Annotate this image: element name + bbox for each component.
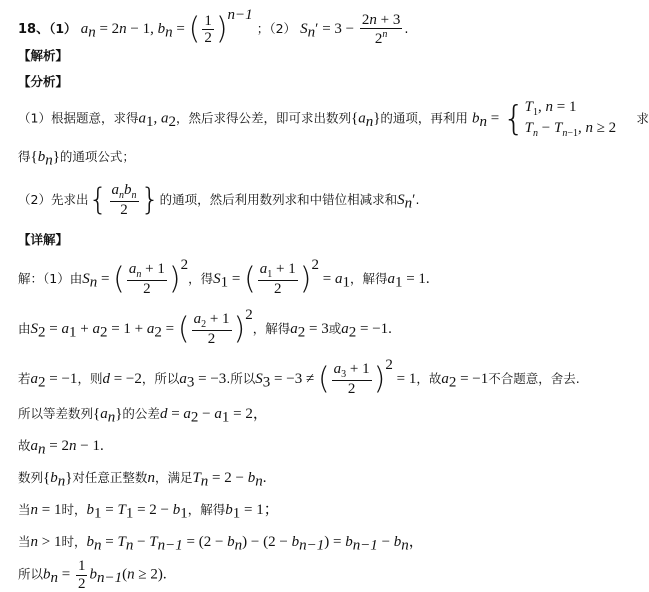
part-1-label: （1） [49, 21, 77, 36]
separator: ； [256, 21, 270, 36]
section-xiangjie: 【详解】 [18, 232, 69, 247]
detail-line-3: 若$a_2 = -1$，则d = −2，所以$a_3 = -3$.所以$S_3 = -3$ ≠ ( $\frac{a_3 + 1}{2}$ )$^2$ = 1，故$a_2 = -1$不合题意，舍去. [18, 357, 580, 398]
section-jiexi: 【解析】 [18, 48, 69, 63]
detail-line-4: 所以等差数列$\{a_n\}$的公差$d = a_2 - a_1 = 2$， [18, 406, 268, 426]
detail-line-5: 故$a_n = 2n - 1$. [18, 438, 104, 458]
detail-line-1: 解：（1）由$S_n$ = ( $\frac{a_n + 1}{2}$ )$^2$，得$S_1$ = ( $\frac{a_1 + 1}{2}$ )$^2 = a_1$，解得$a_1 = 1$. [18, 257, 430, 298]
detail-line-7: 当n = 1时，$b_1 = T_1 = 2 - b_1$，解得$b_1 = 1$； [18, 502, 279, 522]
analysis-line-3: （2）先求出{ $\frac{a_nb_n}{2}$ }的通项，然后利用数列求和中错位相减求和$S_n'$. [18, 182, 420, 218]
detail-line-8: 当n > 1时，$b_n = T_n - T_{n-1} = (2 - b_n) - (2 - b_{n-1}) = b_{n-1} - b_n$， [18, 534, 424, 554]
problem-number: 18、 [18, 22, 50, 37]
detail-line-6: 数列$\{b_n\}$对任意正整数n，满足$T_n = 2 - b_n$. [18, 470, 267, 490]
detail-line-2: 由$S_2 = a_1 + a_2 = 1 + a_2$ = ( $\frac{a_2 + 1}{2}$ )$^2$，解得$a_2 = 3$或$a_2 = -1$. [18, 307, 392, 348]
analysis-line-1: （1）根据题意，求得$a_1$, $a_2$，然后求得公差，即可求出数列$\{a_n\}$的通项，再利用 $b_n$ = { $T_1$, n = 1 $T_n - T_{n-1}$, n ≥ 2 求 [18, 99, 649, 139]
analysis-line-2: 得$\{b_n\}$的通项公式； [18, 149, 135, 169]
part-2-label: （2） [269, 21, 297, 36]
detail-line-9: 所以$b_n$ = $\frac{1}{2}$ $b_{n-1}(n \ge 2)$. [18, 558, 167, 592]
section-fenxi: 【分析】 [18, 74, 69, 89]
answer-line: 18、（1） $a_n = 2n - 1$, $b_n$ = ( $\frac{1}{2}$ )$^{n-1}$ ；（2） $S_n' = 3$ − $\frac{2n + 3}{2^n}$ . [18, 7, 409, 47]
